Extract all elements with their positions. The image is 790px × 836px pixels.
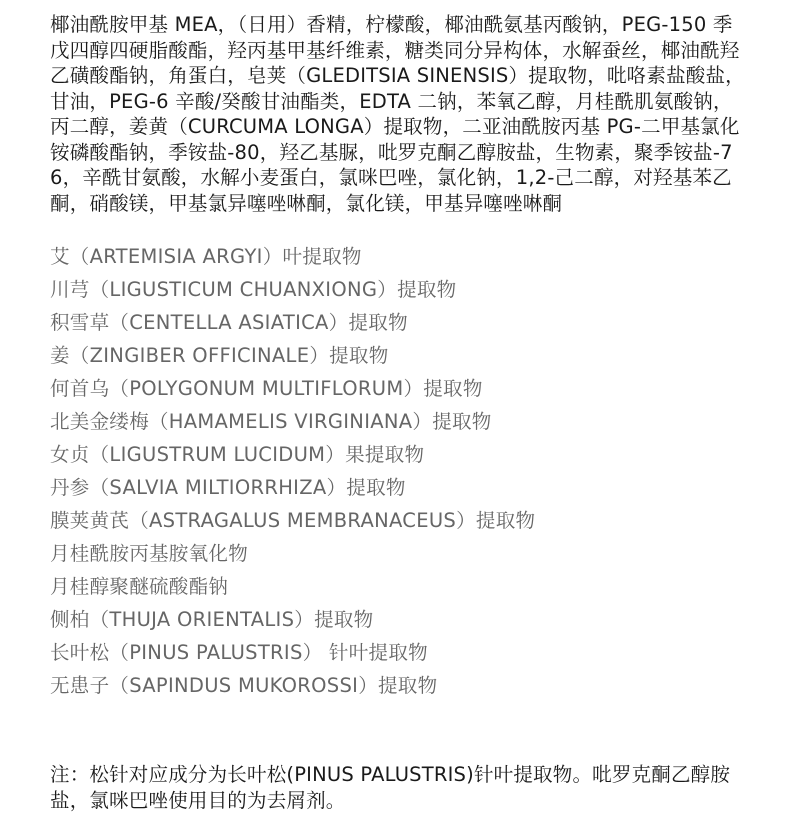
extract-item: 艾（ARTEMISIA ARGYI）叶提取物 <box>50 245 362 268</box>
extract-item: 何首乌（POLYGONUM MULTIFLORUM）提取物 <box>50 377 483 400</box>
extract-item: 女贞（LIGUSTRUM LUCIDUM）果提取物 <box>50 443 425 466</box>
extract-item: 长叶松（PINUS PALUSTRIS） 针叶提取物 <box>50 641 428 664</box>
extract-item: 积雪草（CENTELLA ASIATICA）提取物 <box>50 311 408 334</box>
main-ingredients-paragraph: 椰油酰胺甲基 MEA，（日用）香精，柠檬酸，椰油酰氨基丙酸钠，PEG-150 季戊四醇四硬脂酸酯，羟丙基甲基纤维素，糖类同分异构体，水解蚕丝，椰油酰羟乙磺酸酯钠，角蛋白，皂荚（GLEDITSIA SINENSIS）提取物，吡咯素盐酸盐，甘油，PEG-6 辛酸/癸酸甘油酯类，EDTA 二钠，苯氧乙醇，月桂酰肌氨酸钠，丙二醇，姜黄（CURCUMA LONGA）提取物，二亚油酰胺丙基 PG-二甲基氯化铵磷酸酯钠，季铵盐-80，羟乙基脲，吡罗克酮乙醇胺盐，生物素，聚季铵盐-76，辛酰甘氨酸，水解小麦蛋白，氯咪巴唑，氯化钠，1,2-己二醇，对羟基苯乙酮，硝酸镁，甲基氯异噻唑啉酮，氯化镁，甲基异噻唑啉酮 <box>50 13 745 215</box>
extract-item: 姜（ZINGIBER OFFICINALE）提取物 <box>50 344 389 367</box>
extract-item: 月桂酰胺丙基胺氧化物 <box>50 542 249 565</box>
extract-item: 北美金缕梅（HAMAMELIS VIRGINIANA）提取物 <box>50 410 492 433</box>
extract-item: 月桂醇聚醚硫酸酯钠 <box>50 575 229 598</box>
extract-item: 丹参（SALVIA MILTIORRHIZA）提取物 <box>50 476 406 499</box>
footnote: 注：松针对应成分为长叶松(PINUS PALUSTRIS)针叶提取物。吡罗克酮乙醇胺盐，氯咪巴唑使用目的为去屑剂。 <box>50 763 731 812</box>
extract-item: 膜荚黄芪（ASTRAGALUS MEMBRANACEUS）提取物 <box>50 509 536 532</box>
extract-item: 无患子（SAPINDUS MUKOROSSI）提取物 <box>50 674 438 697</box>
extract-item: 川芎（LIGUSTICUM CHUANXIONG）提取物 <box>50 278 457 301</box>
extract-item: 侧柏（THUJA ORIENTALIS）提取物 <box>50 608 374 631</box>
extract-list <box>50 240 790 702</box>
